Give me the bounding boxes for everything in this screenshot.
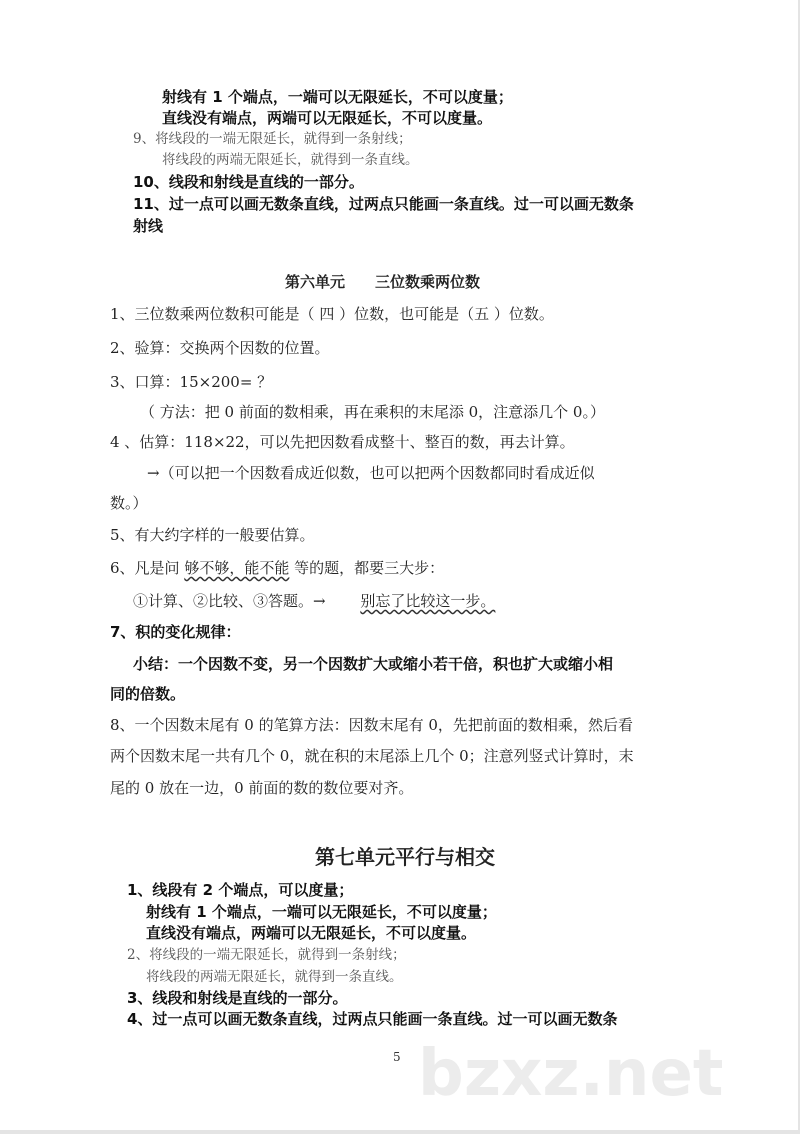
steps-text: ①计算、②比较、③答题。→ [133,592,361,610]
text-line: 射线有 1 个端点，一端可以无限延长，不可以度量； [162,88,513,106]
section-title-unit7: 第七单元平行与相交 [315,845,495,869]
text-line: 直线没有端点，两端可以无限延长，不可以度量。 [162,109,493,127]
list-note [133,591,495,611]
item-text: 6、凡是问 [110,559,185,577]
list-item: 8、一个因数末尾有 0 的笔算方法：因数末尾有 0，先把前面的数相乘，然后看 [110,716,633,734]
list-item: 7、积的变化规律： [110,623,241,641]
list-note: （ 方法：把 0 前面的数相乘，再在乘积的末尾添 0，注意添几个 0。） [140,403,605,421]
text-line: 9、将线段的一端无限延长，就得到一条射线； [133,131,412,147]
text-line: 2、将线段的一端无限延长，就得到一条射线； [127,947,406,963]
text-line: 3、线段和射线是直线的一部分。 [127,989,348,1007]
text-line: 11、过一点可以画无数条直线，过两点只能画一条直线。过一可以画无数条 [133,195,634,213]
section-title-unit6: 第六单元 三位数乘两位数 [285,273,481,291]
text-line: 将线段的两端无限延长，就得到一条直线。 [146,969,403,985]
list-item: 4 、估算：118×22，可以先把因数看成整十、整百的数，再去计算。 [110,433,575,451]
page-bottom-edge [0,1130,800,1134]
list-item: 5、有大约字样的一般要估算。 [110,526,315,544]
reminder-text: 别忘了比较这一步。 [360,592,496,610]
list-item: 尾的 0 放在一边，0 前面的数的数位要对齐。 [110,779,414,797]
text-line: 射线有 1 个端点，一端可以无限延长，不可以度量； [146,903,497,921]
text-line: 10、线段和射线是直线的一部分。 [133,173,364,191]
list-note: 数。） [110,494,148,512]
text-line: 射线 [133,217,164,235]
text-line: 4、过一点可以画无数条直线，过两点只能画一条直线。过一可以画无数条 [127,1010,618,1028]
text-line: 直线没有端点，两端可以无限延长，不可以度量。 [146,924,477,942]
underlined-phrase: 够不够，能不能 [184,559,290,577]
list-item: 1、三位数乘两位数积可能是（ 四 ）位数，也可能是（五 ）位数。 [110,305,554,323]
list-item: 2、验算：交换两个因数的位置。 [110,339,330,357]
item-text: 等的题，都要三大步： [289,559,445,577]
list-item: 3、口算：15×200= ？ [110,373,273,391]
page-number: 5 [393,1050,401,1064]
text-line: 将线段的两端无限延长，就得到一条直线。 [162,152,419,168]
list-item: 两个因数末尾一共有几个 0，就在积的末尾添上几个 0；注意列竖式计算时，末 [110,747,634,765]
summary-line: 同的倍数。 [110,685,186,703]
list-item [110,558,444,578]
watermark: bzxz.net [418,1037,724,1111]
list-note: →（可以把一个因数看成近似数，也可以把两个因数都同时看成近似 [147,464,595,482]
summary-line: 小结：一个因数不变，另一个因数扩大或缩小若干倍，积也扩大或缩小相 [133,655,614,673]
text-line: 1、线段有 2 个端点，可以度量； [127,881,354,899]
